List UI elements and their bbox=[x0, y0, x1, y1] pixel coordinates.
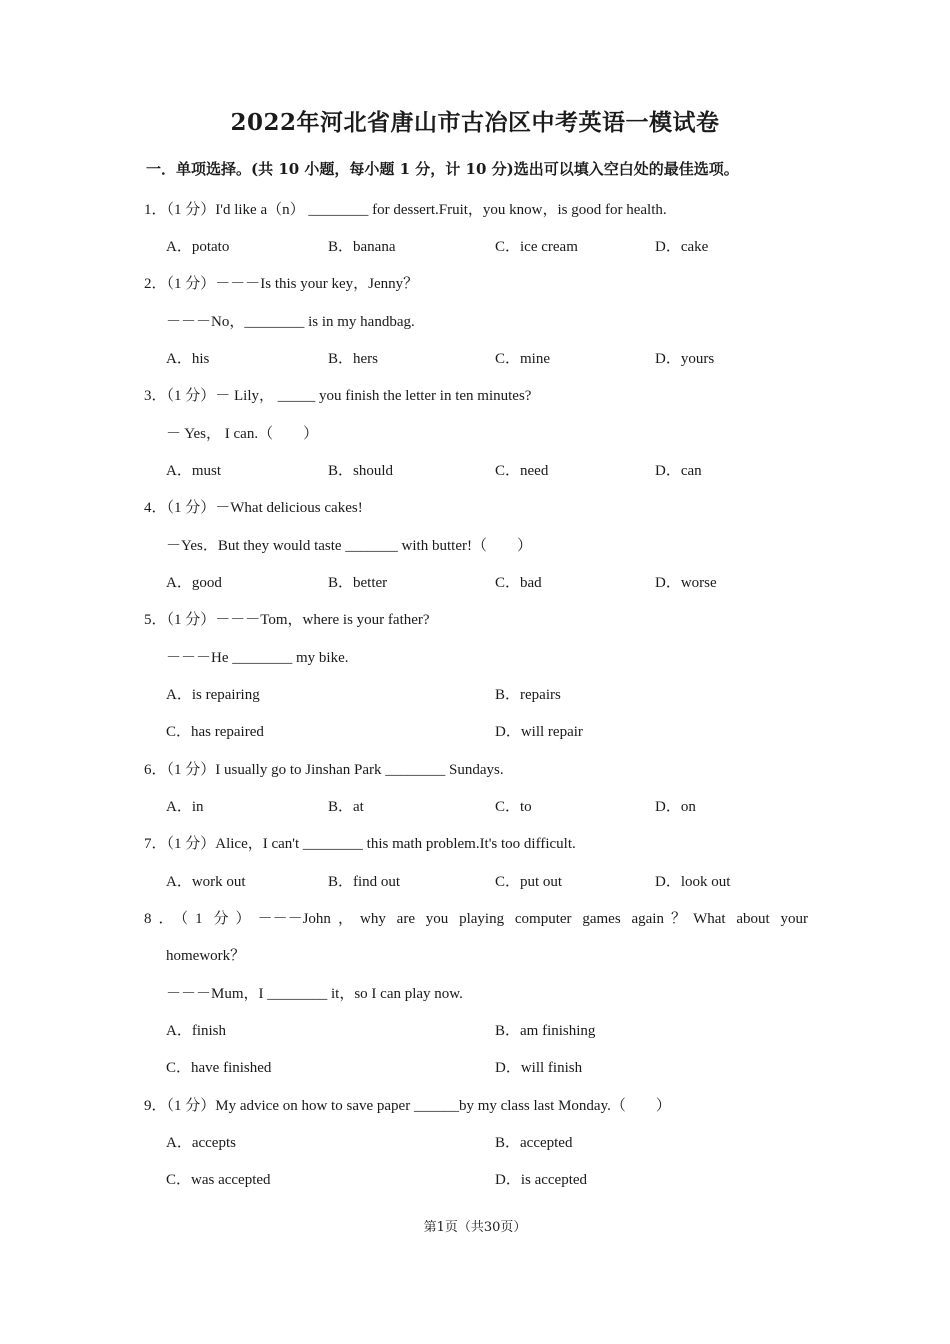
question-7-option-a: A．work out bbox=[166, 874, 246, 890]
question-9-stem: 9．（1 分）My advice on how to save paper ______by my class last Monday.（ ） bbox=[144, 1098, 671, 1114]
question-5-option-c: C．has repaired bbox=[166, 724, 264, 740]
question-8-option-b: B．am finishing bbox=[495, 1023, 596, 1039]
question-5-reply: －－－He ________ my bike. bbox=[166, 650, 349, 666]
question-6-option-b: B．at bbox=[328, 799, 364, 815]
question-1-option-a: A．potato bbox=[166, 239, 230, 255]
question-5-option-a: A．is repairing bbox=[166, 687, 260, 703]
question-5-stem: 5．（1 分）－－－Tom，where is your father? bbox=[144, 612, 430, 628]
question-3-option-a: A．must bbox=[166, 463, 222, 479]
question-4-option-c: C．bad bbox=[495, 575, 542, 591]
question-3-stem: 3．（1 分）－ Lily， _____ you finish the letter in ten minutes? bbox=[144, 388, 532, 404]
question-8-stem: 8．（1 分）－－－John，why are you playing computer games again？What about your bbox=[144, 911, 808, 927]
question-7-option-d: D．look out bbox=[655, 874, 731, 890]
question-6-option-a: A．in bbox=[166, 799, 204, 815]
question-2-option-b: B．hers bbox=[328, 351, 378, 367]
question-8-option-c: C．have finished bbox=[166, 1060, 272, 1076]
question-1-option-c: C．ice cream bbox=[495, 239, 578, 255]
question-9-option-c: C．was accepted bbox=[166, 1172, 271, 1188]
question-9-option-a: A．accepts bbox=[166, 1135, 236, 1151]
question-4-stem: 4．（1 分）－What delicious cakes! bbox=[144, 500, 363, 516]
question-3-reply: － Yes， I can.（ ） bbox=[166, 426, 319, 442]
question-6-option-d: D．on bbox=[655, 799, 696, 815]
question-3-option-c: C．need bbox=[495, 463, 549, 479]
question-7-option-c: C．put out bbox=[495, 874, 563, 890]
section-heading: 一．单项选择。(共 10 小题，每小题 1 分，计 10 分)选出可以填入空白处的最佳选项。 bbox=[146, 160, 739, 178]
question-7-stem: 7．（1 分）Alice，I can't ________ this math problem.It's too difficult. bbox=[144, 836, 576, 852]
question-3-option-b: B．should bbox=[328, 463, 394, 479]
question-9-option-b: B．accepted bbox=[495, 1135, 573, 1151]
question-4-option-d: D．worse bbox=[655, 575, 717, 591]
question-4-option-b: B．better bbox=[328, 575, 388, 591]
question-2-option-d: D．yours bbox=[655, 351, 715, 367]
question-1-stem: 1．（1 分）I'd like a（n） ________ for dessert.Fruit，you know，is good for health. bbox=[144, 202, 667, 218]
question-2-stem: 2．（1 分）－－－Is this your key，Jenny？ bbox=[144, 276, 419, 292]
question-5-option-d: D．will repair bbox=[495, 724, 583, 740]
question-3-option-d: D．can bbox=[655, 463, 702, 479]
question-2-option-c: C．mine bbox=[495, 351, 550, 367]
question-2-option-a: A．his bbox=[166, 351, 210, 367]
question-4-option-a: A．good bbox=[166, 575, 222, 591]
question-7-option-b: B．find out bbox=[328, 874, 401, 890]
question-8-option-d: D．will finish bbox=[495, 1060, 583, 1076]
page-title: 2022年河北省唐山市古冶区中考英语一模试卷 bbox=[230, 109, 720, 136]
question-1-option-b: B．banana bbox=[328, 239, 396, 255]
page-footer: 第1页（共30页） bbox=[423, 1220, 527, 1235]
question-6-option-c: C．to bbox=[495, 799, 532, 815]
question-2-reply: －－－No，________ is in my handbag. bbox=[166, 314, 415, 330]
question-5-option-b: B．repairs bbox=[495, 687, 561, 703]
question-8-reply: －－－Mum，I ________ it，so I can play now. bbox=[166, 986, 463, 1002]
question-8-option-a: A．finish bbox=[166, 1023, 227, 1039]
question-6-stem: 6．（1 分）I usually go to Jinshan Park ________ Sundays. bbox=[144, 762, 504, 778]
question-9-option-d: D．is accepted bbox=[495, 1172, 588, 1188]
question-1-option-d: D．cake bbox=[655, 239, 709, 255]
question-4-reply: －Yes．But they would taste _______ with butter!（ ） bbox=[166, 538, 532, 554]
question-8-stem-continued: homework？ bbox=[166, 948, 246, 964]
